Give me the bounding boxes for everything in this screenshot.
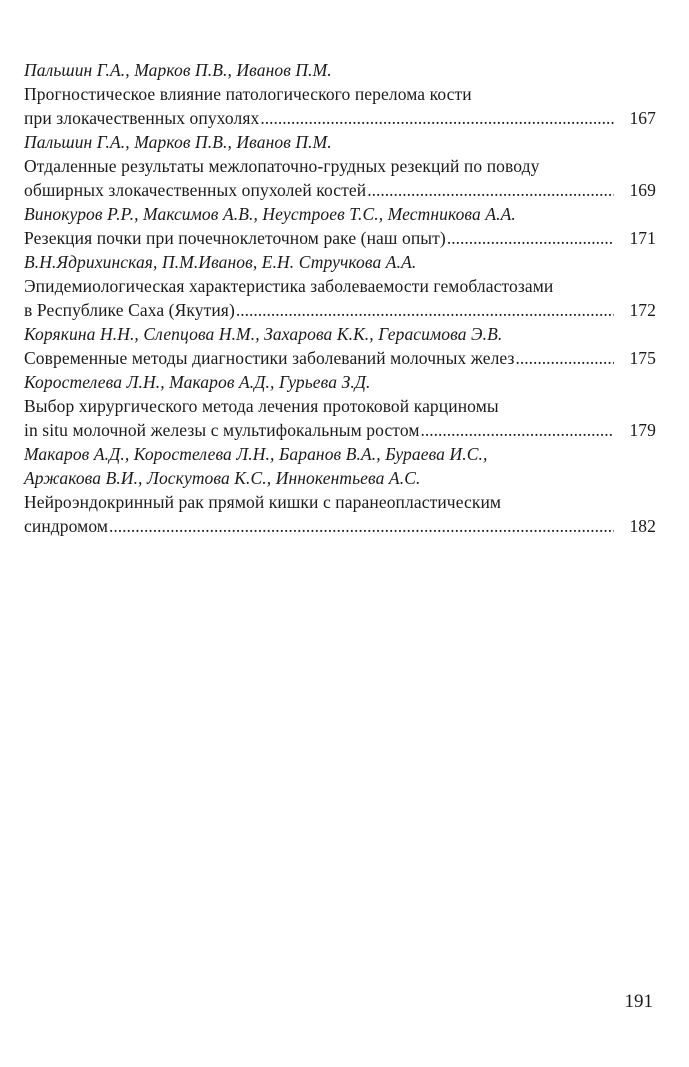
- toc-entry[interactable]: [24, 322, 656, 370]
- toc-entry[interactable]: [24, 202, 656, 250]
- entry-title-line: в Республике Саха (Якутия): [24, 300, 235, 320]
- entry-authors: Пальшин Г.А., Марков П.В., Иванов П.М.: [24, 60, 332, 80]
- entry-page-number: 167: [629, 108, 656, 128]
- dot-leader: [447, 226, 614, 250]
- dot-leader: [260, 106, 614, 130]
- entry-title-line: при злокачественных опухолях: [24, 108, 260, 128]
- entry-title-line: in situ молочной железы с мультифокальным ростом: [24, 420, 420, 440]
- entry-title-line: Прогностическое влияние патологического перелома кости: [24, 84, 472, 104]
- entry-title-line: Выбор хирургического метода лечения протоковой карциномы: [24, 396, 499, 416]
- entry-page-number: 172: [629, 300, 656, 320]
- page-number: 191: [624, 991, 653, 1012]
- entry-title-final-line: [24, 346, 656, 370]
- entry-page-number: 169: [629, 180, 656, 200]
- toc-entry[interactable]: [24, 250, 656, 322]
- entry-title-line: синдромом: [24, 516, 109, 536]
- dot-leader: [421, 418, 614, 442]
- toc-entry[interactable]: [24, 58, 656, 130]
- toc-entry[interactable]: [24, 370, 656, 442]
- entry-title-line: обширных злокачественных опухолей костей: [24, 180, 367, 200]
- entry-page-number: 171: [629, 228, 656, 248]
- entry-authors: Макаров А.Д., Коростелева Л.Н., Баранов В.А., Бураева И.С.,: [24, 444, 488, 464]
- entry-title-line: Отдаленные результаты межлопаточно-грудных резекций по поводу: [24, 156, 540, 176]
- entry-authors: Винокуров Р.Р., Максимов А.В., Неустроев Т.С., Местникова А.А.: [24, 204, 516, 224]
- toc-entry[interactable]: [24, 442, 656, 538]
- entry-title-line: Современные методы диагностики заболеваний молочных желез: [24, 348, 515, 368]
- entry-authors: В.Н.Ядрихинская, П.М.Иванов, Е.Н. Стручкова А.А.: [24, 252, 417, 272]
- entry-title-final-line: [24, 418, 656, 442]
- entry-title-final-line: [24, 226, 656, 250]
- entry-title-final-line: [24, 106, 656, 130]
- entry-page-number: 175: [629, 348, 656, 368]
- dot-leader: [367, 178, 614, 202]
- entry-authors: Пальшин Г.А., Марков П.В., Иванов П.М.: [24, 132, 332, 152]
- toc-entry[interactable]: [24, 130, 656, 202]
- entry-authors: Корякина Н.Н., Слепцова Н.М., Захарова К.К., Герасимова Э.В.: [24, 324, 503, 344]
- dot-leader: [516, 346, 614, 370]
- entry-title-line: Резекция почки при почечноклеточном раке (наш опыт): [24, 228, 446, 248]
- table-of-contents: [24, 58, 656, 538]
- entry-page-number: 179: [629, 420, 656, 440]
- entry-page-number: 182: [629, 516, 656, 536]
- entry-title-line: Эпидемиологическая характеристика заболеваемости гемобластозами: [24, 276, 554, 296]
- entry-title-final-line: [24, 178, 656, 202]
- entry-title-line: Нейроэндокринный рак прямой кишки с паранеопластическим: [24, 492, 502, 512]
- entry-title-final-line: [24, 514, 656, 538]
- dot-leader: [109, 514, 614, 538]
- entry-authors: Коростелева Л.Н., Макаров А.Д., Гурьева З.Д.: [24, 372, 371, 392]
- entry-title-final-line: [24, 298, 656, 322]
- entry-authors: Аржакова В.И., Лоскутова К.С., Иннокентьева А.С.: [24, 468, 421, 488]
- dot-leader: [236, 298, 614, 322]
